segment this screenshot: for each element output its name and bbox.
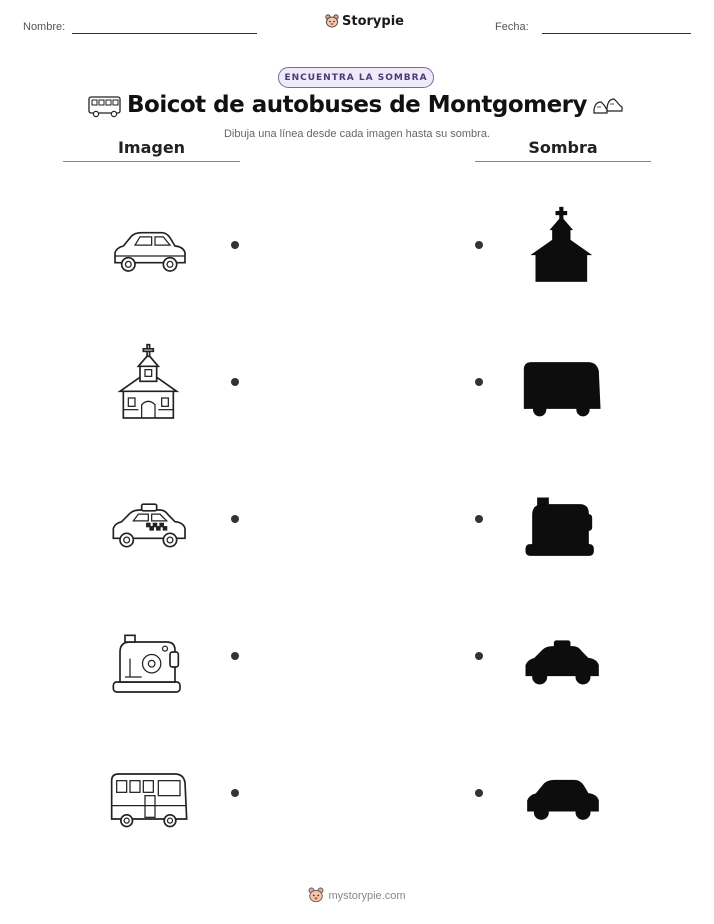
car-image bbox=[102, 206, 198, 286]
sewing-machine-image bbox=[102, 617, 198, 697]
sewing-machine-shadow bbox=[515, 480, 611, 560]
column-header-shadow: Sombra bbox=[528, 138, 598, 157]
name-line[interactable] bbox=[72, 33, 257, 34]
shadow-dot-4[interactable] bbox=[475, 652, 483, 660]
brand-name: Storypie bbox=[342, 14, 404, 29]
page-title: Boicot de autobuses de Montgomery bbox=[126, 92, 588, 118]
storypie-mascot-icon bbox=[325, 14, 339, 29]
column-underline-image bbox=[63, 161, 240, 162]
activity-badge: ENCUENTRA LA SOMBRA bbox=[278, 67, 434, 88]
bus-shadow bbox=[515, 343, 611, 423]
shadow-dot-3[interactable] bbox=[475, 515, 483, 523]
name-label: Nombre: bbox=[23, 21, 66, 33]
instructions: Dibuja una línea desde cada imagen hasta su sombra. bbox=[223, 128, 490, 140]
shadow-dot-1[interactable] bbox=[475, 241, 483, 249]
image-dot-4[interactable] bbox=[231, 652, 239, 660]
column-underline-shadow bbox=[475, 161, 651, 162]
image-dot-1[interactable] bbox=[231, 241, 239, 249]
image-dot-3[interactable] bbox=[231, 515, 239, 523]
car-shadow bbox=[515, 754, 611, 834]
shadow-dot-5[interactable] bbox=[475, 789, 483, 797]
image-dot-2[interactable] bbox=[231, 378, 239, 386]
shoes-icon bbox=[592, 96, 624, 118]
taxi-shadow bbox=[515, 617, 611, 697]
storypie-mascot-icon bbox=[308, 887, 324, 904]
bus-image bbox=[102, 754, 198, 834]
footer bbox=[0, 887, 714, 904]
column-header-image: Imagen bbox=[117, 138, 186, 157]
brand-logo bbox=[325, 14, 404, 29]
date-label: Fecha: bbox=[495, 21, 529, 33]
image-dot-5[interactable] bbox=[231, 789, 239, 797]
church-shadow bbox=[515, 206, 611, 286]
taxi-image bbox=[102, 480, 198, 560]
footer-url[interactable]: mystorypie.com bbox=[328, 889, 406, 902]
shadow-dot-2[interactable] bbox=[475, 378, 483, 386]
date-line[interactable] bbox=[542, 33, 691, 34]
church-image bbox=[102, 343, 198, 423]
